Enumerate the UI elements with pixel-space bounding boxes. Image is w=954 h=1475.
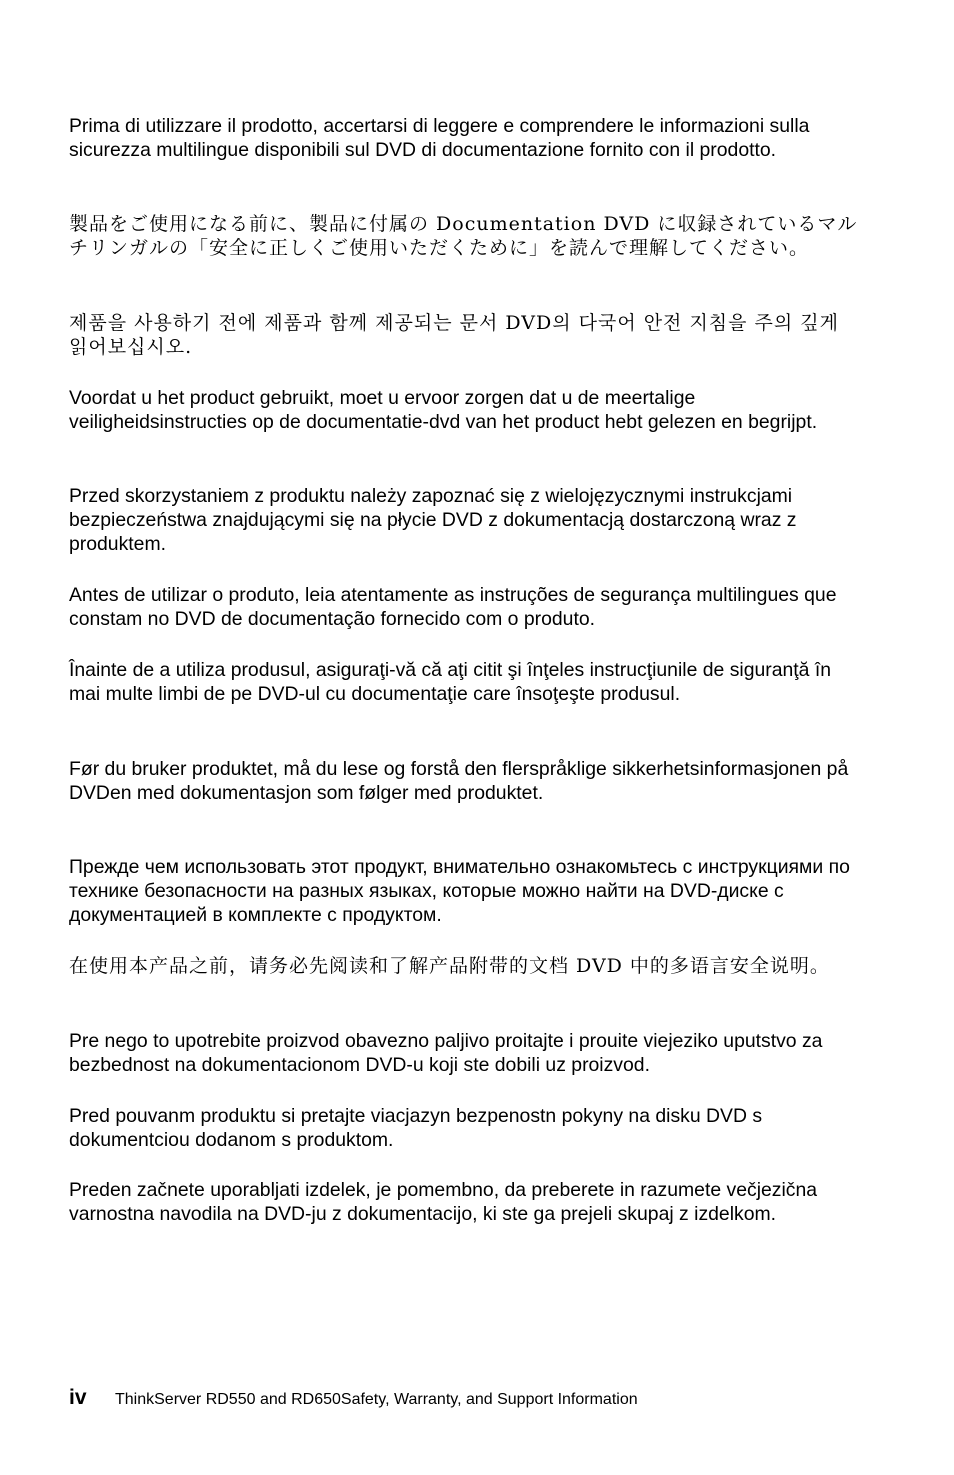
- safety-notice-russian: Прежде чем использовать этот продукт, внимательно ознакомьтесь с инструкциями по технике безопасности на разных языках, которые можно найти на DVD-диске с документацией в комплекте с продуктом.: [69, 856, 850, 926]
- page-footer: [69, 1386, 638, 1414]
- safety-notice-polish: Przed skorzystaniem z produktu należy zapoznać się z wielojęzycznymi instrukcjami bezpieczeństwa znajdującymi się na płycie DVD z dokumentacją dostarczoną wraz z produktem.: [69, 485, 797, 555]
- safety-notice-chinese: 在使用本产品之前，请务必先阅读和了解产品附带的文档 DVD 中的多语言安全说明。: [69, 955, 830, 977]
- safety-notice-korean: 제품을 사용하기 전에 제품과 함께 제공되는 문서 DVD의 다국어 안전 지침을 주의 깊게 읽어보십시오.: [69, 312, 840, 358]
- safety-notice-dutch: Voordat u het product gebruikt, moet u ervoor zorgen dat u de meertalige veiligheidsinstructies op de documentatie-dvd van het product hebt gelezen en begrijpt.: [69, 387, 818, 433]
- page-number: iv: [69, 1386, 87, 1409]
- document-title: ThinkServer RD550 and RD650Safety, Warranty, and Support Information: [115, 1391, 638, 1408]
- safety-notice-norwegian: Før du bruker produktet, må du lese og forstå den flerspråklige sikkerhetsinformasjonen på DVDen med dokumentasjon som følger med produktet.: [69, 758, 849, 804]
- safety-notice-portuguese: Antes de utilizar o produto, leia atentamente as instruções de segurança multilingues que constam no DVD de documentação fornecido com o produto.: [69, 584, 837, 630]
- safety-notice-serbian: Pre nego to upotrebite proizvod obavezno paljivo proitajte i prouite viejeziko uputstvo za bezbednost na dokumentacionom DVD-u koji ste dobili uz proizvod.: [69, 1030, 823, 1076]
- safety-notice-slovenian: Preden začnete uporabljati izdelek, je pomembno, da preberete in razumete večjezična varnostna navodila na DVD-ju z dokumentacijo, ki ste ga prejeli skupaj z izdelkom.: [69, 1179, 818, 1225]
- safety-notice-italian: Prima di utilizzare il prodotto, accertarsi di leggere e comprendere le informazioni sulla sicurezza multilingue disponibili sul DVD di documentazione fornito con il prodotto.: [69, 115, 810, 161]
- safety-notice-romanian: Înainte de a utiliza produsul, asiguraţi-vă că aţi citit şi înţeles instrucţiunile de siguranţă în mai multe limbi de pe DVD-ul cu documentaţie care însoţeşte produsul.: [69, 659, 832, 705]
- safety-notice-japanese: 製品をご使用になる前に、製品に付属の Documentation DVD に収録されているマルチリンガルの「安全に正しくご使用いただくために」を読んで理解してください。: [69, 213, 858, 259]
- safety-notice-slovak: Pred pouvanm produktu si pretajte viacjazyn bezpenostn pokyny na disku DVD s dokumentciou dodanom s produktom.: [69, 1105, 763, 1151]
